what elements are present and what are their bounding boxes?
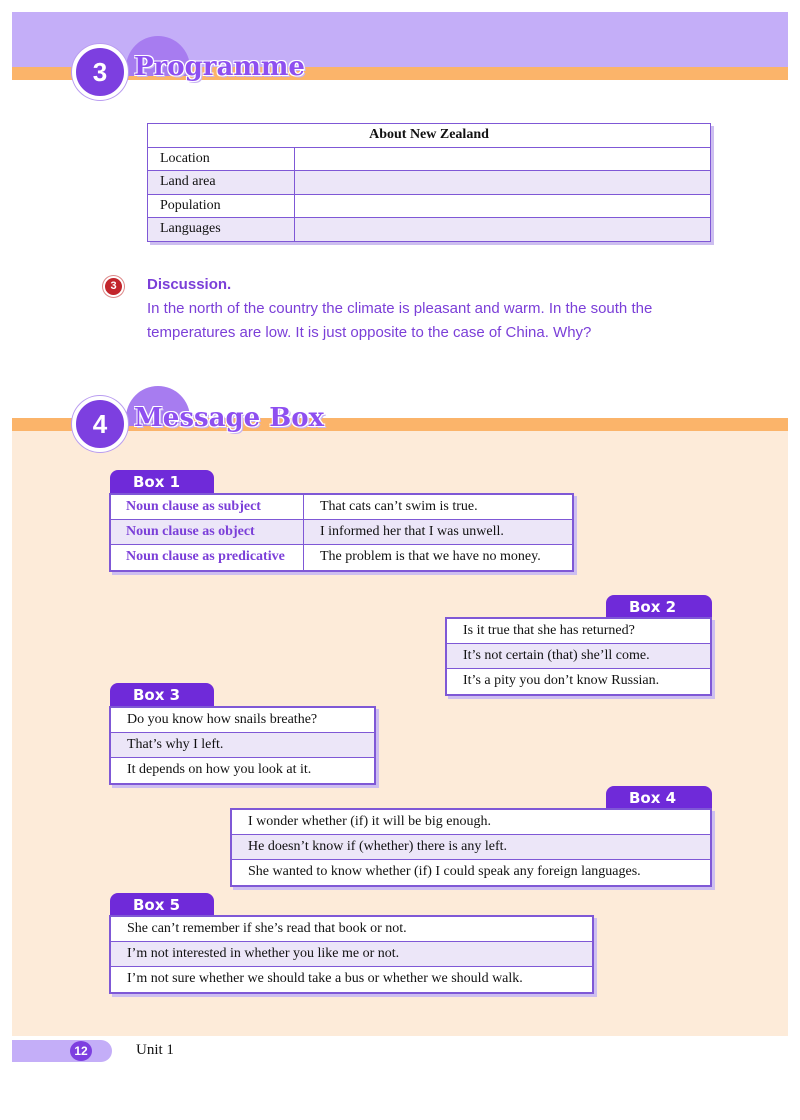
- box-3-tab: Box 3: [110, 683, 214, 707]
- box-5-tab: Box 5: [110, 893, 214, 917]
- table-title: About New Zealand: [148, 124, 711, 148]
- table-row: It’s not certain (that) she’ll come.: [447, 644, 710, 669]
- page-number: 12: [70, 1041, 92, 1061]
- section-title: Message Box: [134, 403, 325, 433]
- table-row: She can’t remember if she’s read that book or not.: [111, 917, 592, 942]
- table-row: She wanted to know whether (if) I could speak any foreign languages.: [248, 864, 641, 879]
- box-2-table: [445, 617, 712, 696]
- box-3-table: [109, 706, 376, 785]
- clause-type: Noun clause as predicative: [111, 545, 304, 570]
- table-row: I’m not sure whether we should take a bus or whether we should walk.: [127, 971, 523, 986]
- table-row: I wonder whether (if) it will be big enough.: [232, 810, 710, 835]
- clause-example: That cats can’t swim is true.: [320, 499, 478, 514]
- table-row: It’s a pity you don’t know Russian.: [463, 673, 660, 688]
- clause-type: Noun clause as subject: [111, 495, 304, 519]
- section-number-badge: 4: [72, 396, 128, 452]
- table-answer-cell[interactable]: [295, 194, 711, 218]
- table-answer-cell[interactable]: [295, 218, 711, 242]
- table-answer-cell[interactable]: [295, 147, 711, 171]
- table-row: Do you know how snails breathe?: [111, 708, 374, 733]
- box-4-tab: Box 4: [606, 786, 712, 810]
- table-row: It depends on how you look at it.: [127, 762, 312, 777]
- table-row-label: Population: [148, 194, 295, 218]
- table-row: He doesn’t know if (whether) there is any left.: [232, 835, 710, 860]
- table-row-label: Languages: [148, 218, 295, 242]
- box-2-tab: Box 2: [606, 595, 712, 619]
- table-row: [111, 495, 572, 520]
- footer-bar: [12, 1040, 112, 1062]
- clause-type: Noun clause as object: [111, 520, 304, 544]
- unit-label: Unit 1: [136, 1042, 174, 1058]
- table-row: [111, 520, 572, 545]
- section-title: Programme: [134, 52, 305, 82]
- clause-example: The problem is that we have no money.: [320, 549, 541, 564]
- discussion-text: In the north of the country the climate is pleasant and warm. In the south the temperatures are low. It is just opposite to the case of China. Why?: [147, 300, 653, 341]
- nz-info-table: [147, 123, 711, 242]
- box-1-tab: Box 1: [110, 470, 214, 494]
- discussion-number-badge: 3: [103, 276, 124, 297]
- table-row: Is it true that she has returned?: [447, 619, 710, 644]
- table-answer-cell[interactable]: [295, 171, 711, 195]
- table-row-label: Location: [148, 147, 295, 171]
- clause-example: I informed her that I was unwell.: [320, 524, 504, 539]
- table-row: [111, 545, 572, 570]
- section-number-badge: 3: [72, 44, 128, 100]
- table-row: I’m not interested in whether you like me or not.: [111, 942, 592, 967]
- box-1-table: [109, 493, 574, 572]
- table-row-label: Land area: [148, 171, 295, 195]
- table-row: That’s why I left.: [111, 733, 374, 758]
- box-4-table: [230, 808, 712, 887]
- discussion-title: Discussion.: [147, 276, 232, 293]
- box-5-table: [109, 915, 594, 994]
